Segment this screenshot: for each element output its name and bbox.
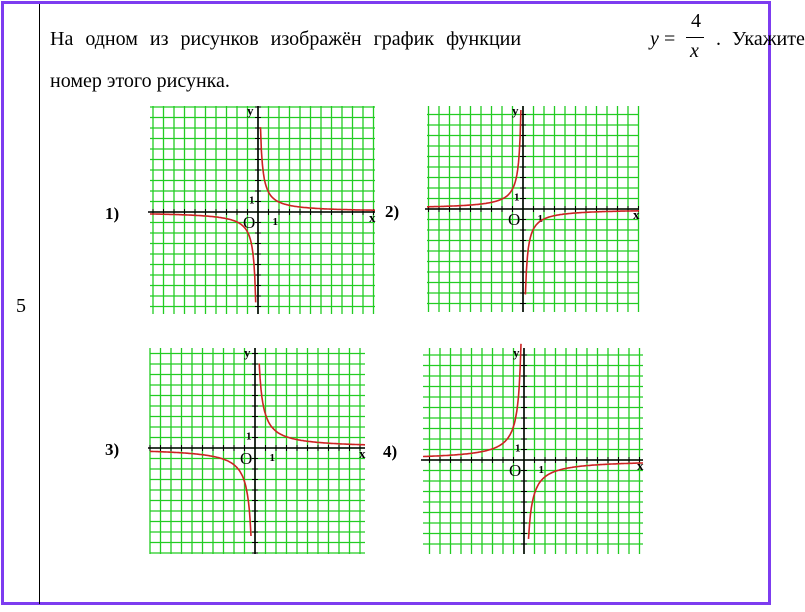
- y-axis-label: y: [512, 103, 519, 118]
- y-axis-label: y: [244, 345, 251, 360]
- curve-branch-right: [529, 463, 644, 539]
- task-number: 5: [16, 295, 26, 317]
- y-axis-label: y: [513, 345, 520, 360]
- unit-x-label: 1: [537, 213, 543, 225]
- formula-equals: =: [664, 28, 676, 50]
- unit-y-label: 1: [515, 442, 521, 455]
- formula-numerator: 4: [691, 10, 701, 32]
- graph-panel-1: [105, 103, 376, 314]
- origin-label: O: [508, 210, 521, 229]
- graph-label: 2): [385, 202, 400, 221]
- axis-ticks: [153, 107, 374, 307]
- curve-branch-right: [261, 127, 376, 210]
- x-axis-label: x: [359, 446, 366, 461]
- unit-x-label: 1: [269, 452, 275, 464]
- graph-panel-3: [105, 345, 366, 554]
- formula-lhs: y: [650, 28, 659, 50]
- curve-branch-left: [150, 214, 256, 303]
- origin-label: O: [243, 213, 256, 232]
- unit-y-label: 1: [246, 430, 252, 443]
- x-axis-label: x: [637, 458, 644, 473]
- graph-panel-2: [385, 103, 640, 312]
- unit-y-label: 1: [249, 194, 255, 207]
- origin-label: O: [240, 449, 253, 468]
- formula-denominator: x: [690, 40, 699, 62]
- curve-branch-left: [150, 451, 251, 536]
- graph-label: 4): [383, 442, 398, 461]
- y-axis-label: y: [247, 103, 254, 118]
- x-axis-label: x: [369, 210, 376, 225]
- origin-label: O: [509, 461, 522, 480]
- question-line-1: На одном из рисунков изображён график функции: [50, 28, 522, 50]
- question-line-1-end: . Укажите: [716, 28, 805, 50]
- question-line-2: номер этого рисунка.: [50, 70, 230, 92]
- unit-x-label: 1: [272, 216, 278, 228]
- x-axis-label: x: [633, 207, 640, 222]
- unit-y-label: 1: [514, 191, 520, 204]
- graph-label: 1): [105, 204, 120, 223]
- unit-x-label: 1: [538, 464, 544, 476]
- graph-panel-4: [383, 344, 644, 554]
- graph-label: 3): [105, 440, 120, 459]
- grid: [150, 348, 365, 554]
- grid: [423, 348, 643, 554]
